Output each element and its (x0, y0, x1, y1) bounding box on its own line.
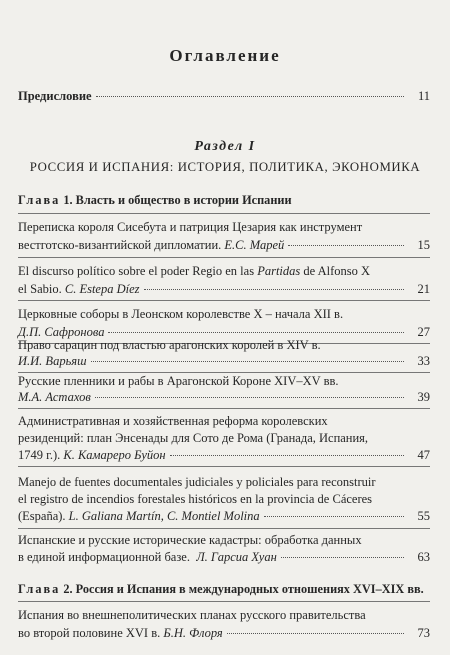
toc-entry[interactable] (18, 219, 430, 235)
entry-author: Д.П. Сафронова (18, 325, 105, 339)
entry-title-line: de Alfonso X (300, 264, 371, 278)
divider (18, 300, 430, 301)
entry-author: М.А. Астахов (18, 390, 91, 404)
page-number: 33 (417, 354, 430, 368)
divider (18, 601, 430, 602)
page-number: 47 (417, 448, 430, 462)
entry-title-line: El discurso político sobre el poder Regio en las (18, 264, 258, 278)
leader-dots (227, 633, 404, 634)
toc-entry-tail[interactable] (18, 353, 430, 369)
toc-entry[interactable] (18, 337, 430, 353)
toc-entry-tail[interactable] (18, 447, 430, 463)
entry-title-italic: Partidas (257, 264, 301, 278)
leader-dots (95, 397, 404, 398)
page-number: 63 (417, 550, 430, 564)
entry-author: Л. Гарсиа Хуан (196, 550, 277, 564)
toc-entry[interactable] (18, 263, 430, 279)
entry-title-line: во второй половине XVI в. (18, 626, 161, 640)
toc-entry[interactable] (18, 430, 430, 446)
toc-entry-tail[interactable] (18, 625, 430, 641)
toc-entry[interactable] (18, 373, 430, 389)
toc-entry-tail[interactable] (18, 281, 430, 297)
toc-entry[interactable] (18, 413, 430, 429)
section-label: Раздел I (194, 139, 256, 154)
toc-entry-tail[interactable] (18, 549, 430, 565)
leader-dots (96, 96, 404, 97)
entry-author: L. Galiana Martín, C. Montiel Molina (68, 509, 260, 523)
chapter-prefix: Глава (18, 582, 61, 596)
page-number: 27 (417, 325, 430, 339)
toc-entry-tail[interactable] (18, 389, 430, 405)
leader-dots (281, 557, 404, 558)
toc-entry[interactable] (18, 607, 430, 623)
entry-title-line: вестготско-византийской дипломатии. (18, 238, 222, 252)
entry-title-line: Церковные соборы в Леонском королевстве X – начала XII в. (18, 307, 344, 321)
chapter-heading[interactable] (18, 581, 430, 597)
entry-title-line: Переписка короля Сисебута и патриция Цезария как инструмент (18, 220, 363, 234)
divider (18, 466, 430, 467)
leader-dots (91, 361, 405, 362)
toc-heading: Оглавление (169, 46, 281, 65)
page-number: 73 (417, 626, 430, 640)
entry-title-line: Административная и хозяйственная реформа королевских (18, 414, 328, 428)
entry-author: C. Estepa Díez (64, 282, 140, 296)
chapter-title: 2. Россия и Испания в международных отношениях XVI–XIX вв. (63, 582, 424, 596)
chapter-title: 1. Власть и общество в истории Испании (63, 193, 292, 207)
divider (18, 408, 430, 409)
leader-dots (288, 245, 404, 246)
toc-entry-tail[interactable] (18, 237, 430, 253)
entry-title-line: резиденций: план Энсенады для Сото де Рома (Гранада, Испания, (18, 431, 369, 445)
entry-author: К. Камареро Буйон (63, 448, 166, 462)
toc-entry[interactable] (18, 491, 430, 507)
toc-entry-tail[interactable] (18, 508, 430, 524)
entry-title: Предисловие (18, 89, 92, 103)
section-title: РОССИЯ И ИСПАНИЯ: ИСТОРИЯ, ПОЛИТИКА, ЭКОНОМИКА (29, 160, 421, 174)
toc-entry[interactable] (18, 532, 430, 548)
entry-author: Е.С. Марей (224, 238, 285, 252)
toc-entry[interactable] (18, 306, 430, 322)
entry-title-line: el registro de incendios forestales históricos en la provincia de Cáceres (18, 492, 373, 506)
chapter-heading[interactable] (18, 192, 430, 208)
entry-title-line: el Sabio. (18, 282, 62, 296)
chapter-prefix: Глава (18, 193, 61, 207)
entry-title-line: Русские пленники и рабы в Арагонской Короне XIV–XV вв. (18, 374, 339, 388)
page-number: 55 (417, 509, 430, 523)
leader-dots (170, 455, 404, 456)
leader-dots (144, 289, 404, 290)
entry-title-line: Испанские и русские исторические кадастры: обработка данных (18, 533, 362, 547)
page-number: 21 (417, 282, 430, 296)
page-number: 39 (417, 390, 430, 404)
entry-author: И.И. Варьяш (18, 354, 87, 368)
leader-dots (264, 516, 404, 517)
entry-title-line: 1749 г.). (18, 448, 61, 462)
entry-title-line: Право сарацин под властью арагонских королей в XIV в. (18, 338, 321, 352)
page-number: 15 (417, 238, 430, 252)
divider (18, 213, 430, 214)
entry-title-line: в единой информационной базе. (18, 550, 190, 564)
entry-title-line: Испания во внешнеполитических планах русского правительства (18, 608, 366, 622)
entry-title-line: Manejo de fuentes documentales judiciales y policiales para reconstruir (18, 475, 376, 489)
divider (18, 257, 430, 258)
toc-entry-preface[interactable] (18, 88, 430, 104)
entry-author: Б.Н. Флоря (163, 626, 223, 640)
entry-title-line: (España). (18, 509, 66, 523)
page-number: 11 (417, 89, 430, 103)
divider (18, 528, 430, 529)
toc-entry[interactable] (18, 474, 430, 490)
leader-dots (108, 332, 404, 333)
